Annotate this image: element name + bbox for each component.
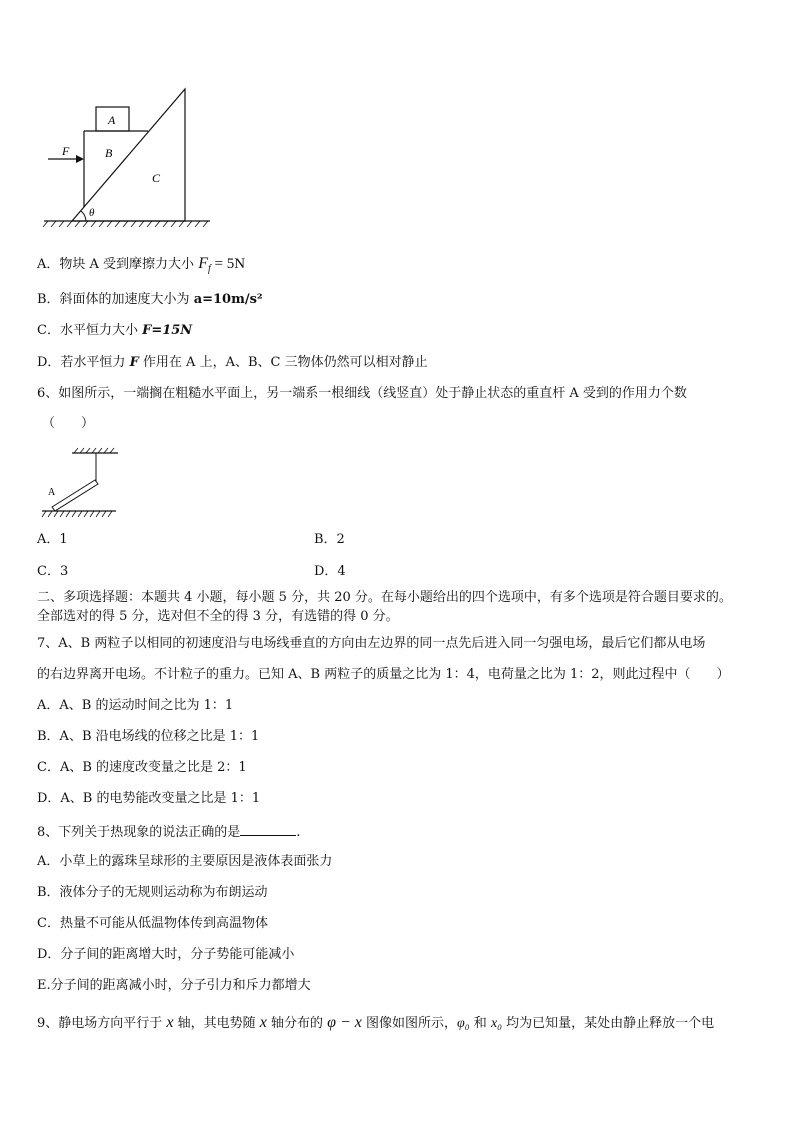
q5-option-c-value: F=15N (142, 323, 193, 338)
q8-option-a: A．小草上的露珠呈球形的主要原因是液体表面张力 (37, 854, 333, 869)
q5-option-a (37, 256, 245, 278)
q7-option-d: D．A、B 的电势能改变量之比是 1：1 (37, 791, 261, 806)
q5-option-d-symbol: F (129, 355, 139, 370)
q9-x-axis-2: x (259, 1014, 267, 1031)
q9-text-2: 轴，其电势随 (173, 1016, 260, 1031)
q9-text-1: 9、静电场方向平行于 (37, 1016, 167, 1031)
q6-option-c: C．3 (37, 564, 69, 579)
rod-figure (40, 447, 120, 519)
q5-option-b-value: a=10m/s² (193, 292, 263, 307)
q5-option-a-value: = 5N (210, 256, 246, 272)
q6-option-d: D．4 (314, 564, 346, 579)
q5-option-b (37, 292, 263, 308)
q5-option-a-symbol: F (198, 255, 208, 272)
q6-option-b: B．2 (314, 532, 345, 547)
q9-text-3: 轴分布的 (266, 1016, 328, 1031)
q8-option-b: B．液体分子的无规则运动称为布朗运动 (37, 885, 268, 900)
ceiling-hatch (74, 448, 114, 453)
q7-option-b: B．A、B 沿电场线的位移之比是 1：1 (37, 729, 260, 744)
block-wedge-figure (40, 85, 215, 230)
rod-a (52, 480, 98, 511)
q5-option-a-text: A．物块 A 受到摩擦力大小 (37, 257, 195, 272)
label-b: B (105, 146, 113, 160)
q8-answer-blank (240, 823, 296, 836)
q7-option-c: C．A、B 的速度改变量之比是 2：1 (37, 760, 247, 775)
q5-option-c-text: C．水平恒力大小 (37, 323, 143, 338)
force-arrowhead (76, 155, 84, 163)
q8-stem-text: 8、下列关于热现象的说法正确的是 (37, 825, 241, 840)
angle-arc (81, 211, 86, 221)
q9-text-6: 均为已知量，某处由静止释放一个电 (502, 1016, 715, 1031)
label-a: A (108, 113, 116, 127)
q5-option-d-rest: 作用在 A 上，A、B、C 三物体仍然可以相对静止 (138, 355, 428, 370)
q5-option-d (37, 355, 428, 371)
q9-stem (37, 1015, 714, 1032)
q9-phi0: φ₀ (457, 1016, 470, 1031)
q8-option-e: E.分子间的距离减小时，分子引力和斥力都增大 (37, 978, 311, 993)
q9-text-5: 和 (469, 1016, 491, 1031)
section2-line1: 二、多项选择题：本题共 4 小题，每小题 5 分，共 20 分。在每小题给出的四个选项中，有多个选项是符合题目要求的。 (37, 590, 732, 605)
q6-paren: （ ） (42, 416, 95, 431)
q8-stem-end: . (296, 825, 301, 840)
q9-graph-symbol: φ − x (327, 1014, 362, 1031)
q8-option-d: D．分子间的距离增大时，分子势能可能减小 (37, 947, 295, 962)
q5-option-d-text: D．若水平恒力 (37, 355, 130, 370)
q5-option-b-text: B．斜面体的加速度大小为 (37, 292, 194, 307)
q6-stem: 6、如图所示，一端搁在粗糙水平面上，另一端系一根细线（线竖直）处于静止状态的重直杆 A 受到的作用力个数 (37, 386, 687, 401)
q8-stem (37, 823, 300, 841)
q9-text-4: 图像如图所示， (361, 1016, 458, 1031)
q5-option-c (37, 323, 192, 339)
q6-option-a: A．1 (37, 532, 68, 547)
q8-option-c: C．热量不可能从低温物体传到高温物体 (37, 916, 268, 931)
label-c: C (152, 171, 161, 185)
q9-x-axis-1: x (166, 1014, 174, 1031)
label-theta: θ (89, 207, 95, 219)
q9-x0: x₀ (490, 1016, 503, 1031)
label-f: F (62, 144, 70, 158)
section2-line2: 全部选对的得 5 分，选对但不全的得 3 分，有选错的得 0 分。 (37, 609, 399, 624)
ground-hatch (43, 221, 208, 227)
floor-hatch (42, 511, 112, 517)
q5-option-a-subscript: f (207, 263, 211, 275)
q7-option-a: A．A、B 的运动时间之比为 1：1 (37, 698, 234, 713)
q7-stem-line2: 的右边界离开电场。不计粒子的重力。已知 A、B 两粒子的质量之比为 1：4，电荷量之比为 1：2，则此过程中（ ） (37, 667, 730, 682)
q7-stem-line1: 7、A、B 两粒子以相同的初速度沿与电场线垂直的方向由左边界的同一点先后进入同一匀强电场，最后它们都从电场 (37, 636, 706, 651)
rod-label: A (48, 487, 56, 498)
